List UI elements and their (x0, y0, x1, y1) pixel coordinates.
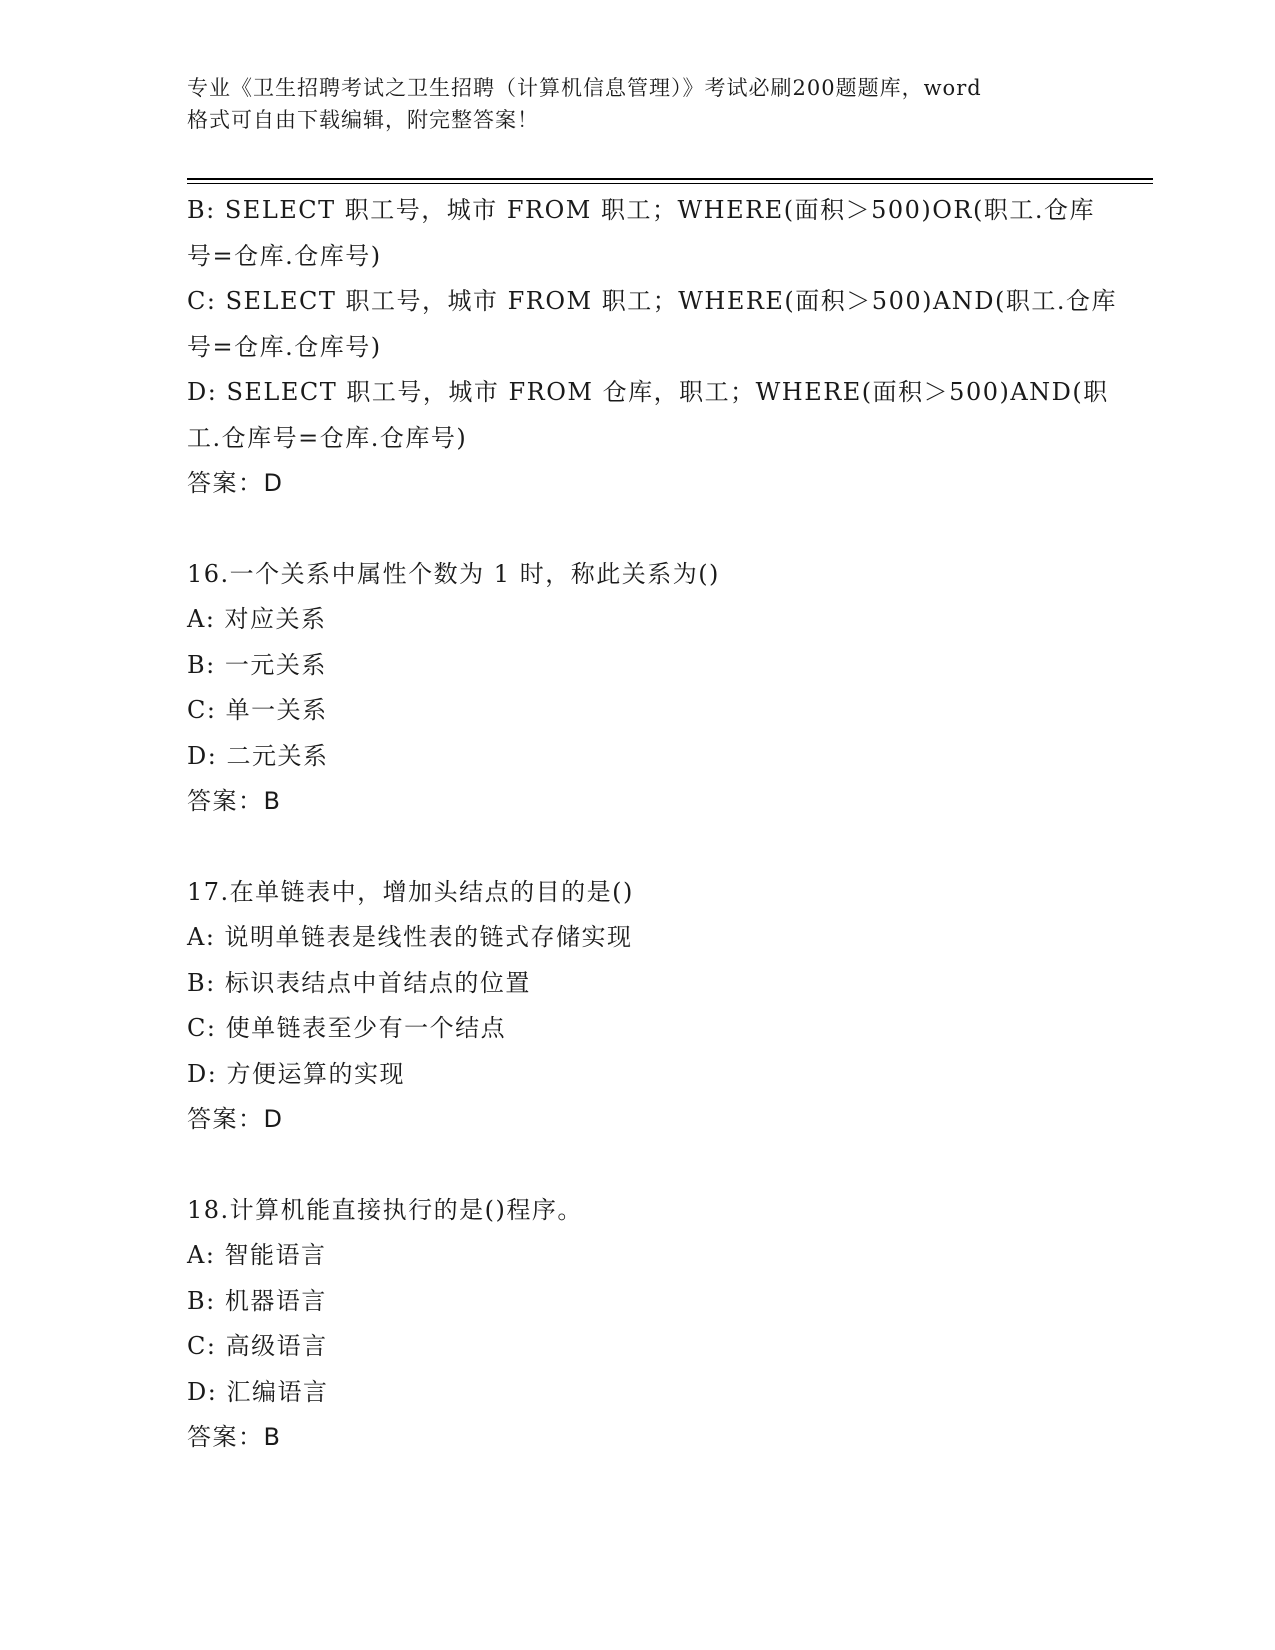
question-17 (187, 870, 1087, 1143)
spacer (187, 1143, 1087, 1188)
option-a: A: 智能语言 (187, 1241, 327, 1269)
question-18 (187, 1188, 1087, 1461)
spacer (187, 507, 1087, 552)
option-d: D: 方便运算的实现 (187, 1059, 405, 1088)
option-d-line-2: 工.仓库号=仓库.仓库号) (187, 423, 468, 452)
option-b: B: 机器语言 (187, 1286, 327, 1315)
answer-line: 答案：D (187, 469, 284, 497)
option-b: B: 标识表结点中首结点的位置 (187, 968, 531, 997)
question-stem: 16.一个关系中属性个数为 1 时，称此关系为() (187, 559, 720, 588)
header-title-line-2: 格式可自由下载编辑，附完整答案！ (187, 108, 539, 132)
option-a: A: 说明单链表是线性表的链式存储实现 (187, 923, 633, 951)
option-a: A: 对应关系 (187, 605, 327, 633)
spacer (187, 825, 1087, 870)
question-15-continued (187, 188, 1118, 507)
header-title-line-1: 专业《卫生招聘考试之卫生招聘（计算机信息管理）》考试必刷200题题库，word (187, 76, 982, 100)
question-list (187, 188, 1118, 1461)
answer-line: 答案：B (187, 787, 282, 815)
document-header (187, 72, 1087, 136)
option-c: C: 单一关系 (187, 696, 328, 724)
question-16 (187, 552, 1087, 825)
option-d: D: 汇编语言 (187, 1377, 329, 1406)
option-c-line-1: C: SELECT 职工号，城市 FROM 职工；WHERE(面积＞500)AND(职工.仓库 (187, 287, 1118, 315)
option-b: B: 一元关系 (187, 650, 327, 679)
option-c: C: 使单链表至少有一个结点 (187, 1014, 507, 1042)
option-c: C: 高级语言 (187, 1332, 328, 1360)
question-stem: 17.在单链表中，增加头结点的目的是() (187, 877, 634, 906)
option-d-line-1: D: SELECT 职工号，城市 FROM 仓库，职工；WHERE(面积＞500)AND(职 (187, 378, 1109, 406)
option-b-line-2: 号=仓库.仓库号) (187, 241, 382, 270)
option-d: D: 二元关系 (187, 741, 329, 770)
header-divider-thin (187, 183, 1153, 184)
header-divider-thick (187, 178, 1153, 180)
answer-line: 答案：D (187, 1105, 284, 1133)
option-b-line-1: B: SELECT 职工号，城市 FROM 职工；WHERE(面积＞500)OR(职工.仓库 (187, 196, 1095, 224)
answer-line: 答案：B (187, 1423, 282, 1451)
question-stem: 18.计算机能直接执行的是()程序。 (187, 1195, 583, 1224)
option-c-line-2: 号=仓库.仓库号) (187, 332, 382, 361)
